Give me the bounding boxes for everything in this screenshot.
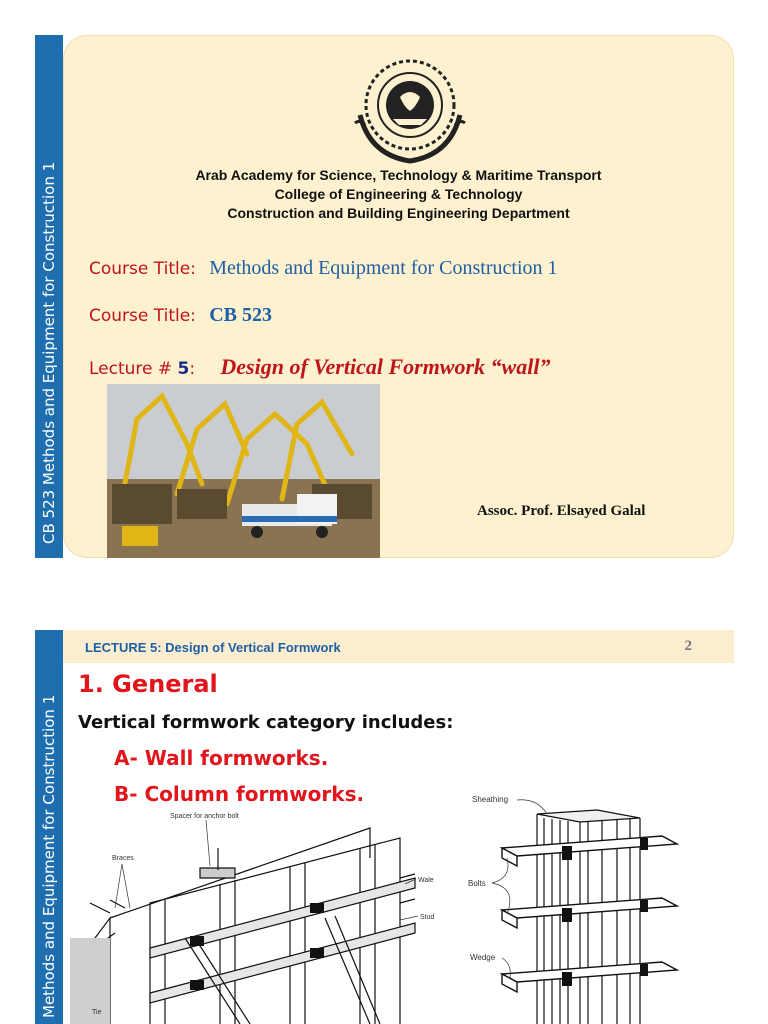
- label-wedge: Wedge: [470, 953, 496, 962]
- slide2-item-b: B- Column formworks.: [114, 782, 365, 806]
- slide2-sidebar-text: Methods and Equipment for Construction 1: [40, 694, 58, 1018]
- label-bolts: Bolts: [468, 879, 486, 888]
- slide1-sidebar: [35, 35, 63, 558]
- slide2-sidebar: [35, 630, 63, 1024]
- slide2-intro: Vertical formwork category includes:: [78, 712, 454, 733]
- course-title-row: [89, 257, 558, 280]
- course-code-value: CB 523: [209, 304, 272, 326]
- label-braces: Braces: [112, 855, 134, 862]
- lecture-colon: :: [189, 359, 196, 379]
- course-code-row: [89, 304, 272, 327]
- wall-formwork-figure: [70, 808, 450, 1024]
- slide2-header: [63, 630, 734, 663]
- slide2-page-number: 2: [684, 638, 692, 654]
- course-code-label: Course Title:: [89, 306, 196, 326]
- slide2-heading: 1. General: [78, 670, 218, 698]
- label-stud: Stud: [420, 914, 435, 921]
- concrete-pump-photo: [107, 384, 380, 558]
- course-title-label: Course Title:: [89, 259, 196, 279]
- slide1-title-card: [63, 35, 734, 558]
- lecture-label: Lecture #: [89, 359, 178, 379]
- lecture-title: Design of Vertical Formwork “wall”: [220, 354, 551, 379]
- slide2-header-title: LECTURE 5: Design of Vertical Formwork: [85, 640, 341, 655]
- institution-line-2: College of Engineering & Technology: [274, 186, 523, 202]
- label-sheathing: Sheathing: [472, 795, 509, 804]
- lecture-number: 5: [177, 359, 190, 379]
- course-title-value: Methods and Equipment for Construction 1: [209, 257, 558, 279]
- label-tie: Tie: [92, 1009, 102, 1016]
- academy-logo-icon: [345, 53, 475, 171]
- institution-line-3: Construction and Building Engineering Department: [227, 205, 570, 221]
- column-formwork-figure: [462, 788, 698, 1024]
- slide2-item-a: A- Wall formworks.: [114, 746, 329, 770]
- label-spacer: Spacer for anchor bolt: [170, 813, 239, 820]
- label-wale: Wale: [418, 877, 434, 884]
- lecture-row: [89, 354, 550, 380]
- slide1-sidebar-text: CB 523 Methods and Equipment for Construction 1: [40, 161, 58, 544]
- institution-line-1: Arab Academy for Science, Technology & Maritime Transport: [195, 167, 602, 183]
- author-name: Assoc. Prof. Elsayed Galal: [477, 503, 646, 519]
